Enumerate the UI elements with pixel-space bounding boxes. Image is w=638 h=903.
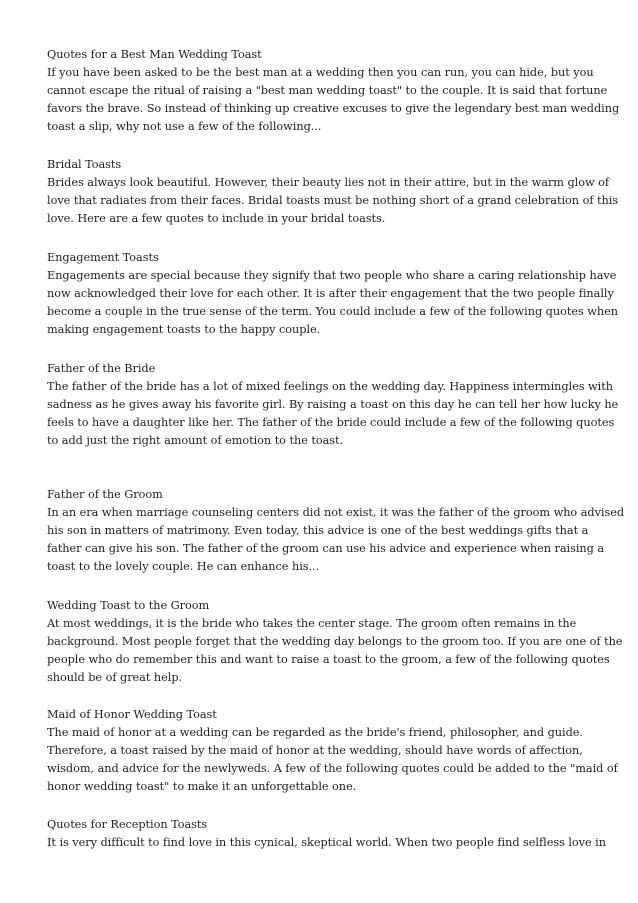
body-line: now acknowledged their love for each other. It is after their engagement that the two people finally <box>47 287 614 301</box>
section-body <box>47 174 619 228</box>
section-bridal-toasts <box>47 156 619 228</box>
body-line: background. Most people forget that the wedding day belongs to the groom too. If you are one of the <box>47 635 623 649</box>
body-line: Brides always look beautiful. However, their beauty lies not in their attire, but in the warm glow of <box>47 176 610 190</box>
body-line: In an era when marriage counseling centers did not exist, it was the father of the groom who advised <box>47 506 625 520</box>
body-line: making engagement toasts to the happy couple. <box>47 323 321 337</box>
section-title: Quotes for Reception Toasts <box>47 818 208 831</box>
body-line: The father of the bride has a lot of mixed feelings on the wedding day. Happiness intermingles with <box>47 380 613 394</box>
body-line: his son in matters of matrimony. Even today, this advice is one of the best weddings gifts that a <box>47 524 589 538</box>
body-line: to add just the right amount of emotion to the toast. <box>47 434 344 448</box>
body-line: love. Here are a few quotes to include in your bridal toasts. <box>47 212 386 226</box>
body-line: At most weddings, it is the bride who takes the center stage. The groom often remains in the <box>47 617 577 631</box>
body-line: wisdom, and advice for the newlyweds. A few of the following quotes could be added to the "maid of <box>47 762 618 776</box>
body-line: father can give his son. The father of the groom can use his advice and experience when raising a <box>47 542 605 556</box>
section-engagement-toasts <box>47 249 618 339</box>
body-line: toast a slip, why not use a few of the following... <box>47 120 322 134</box>
body-line: Therefore, a toast raised by the maid of honor at the wedding, should have words of affection, <box>47 744 583 758</box>
section-body <box>47 64 620 136</box>
section-body <box>47 267 618 339</box>
section-father-of-groom <box>47 486 625 576</box>
body-line: Engagements are special because they signify that two people who share a caring relationship have <box>47 269 617 283</box>
section-body <box>47 378 619 450</box>
section-title: Quotes for a Best Man Wedding Toast <box>47 48 262 61</box>
body-line: honor wedding toast" to make it an unforgettable one. <box>47 780 357 794</box>
section-title: Father of the Groom <box>47 488 163 501</box>
body-line: love that radiates from their faces. Bridal toasts must be nothing short of a grand celebration of this <box>47 194 619 208</box>
body-line: feels to have a daughter like her. The father of the bride could include a few of the following quotes <box>47 416 615 430</box>
section-toast-to-groom <box>47 597 623 687</box>
body-line: favors the brave. So instead of thinking up creative excuses to give the legendary best man wedding <box>47 102 620 116</box>
body-line: It is very difficult to find love in this cynical, skeptical world. When two people find selfless love in <box>47 836 606 850</box>
body-line: cannot escape the ritual of raising a "best man wedding toast" to the couple. It is said that fortune <box>47 84 608 98</box>
section-title: Engagement Toasts <box>47 251 159 264</box>
section-title: Father of the Bride <box>47 362 156 375</box>
body-line: If you have been asked to be the best man at a wedding then you can run, you can hide, but you <box>47 66 594 80</box>
section-father-of-bride <box>47 360 619 450</box>
body-line: sadness as he gives away his favorite girl. By raising a toast on this day he can tell her how lucky he <box>47 398 619 412</box>
section-body <box>47 724 618 796</box>
section-best-man-toast <box>47 46 620 136</box>
section-title: Maid of Honor Wedding Toast <box>47 708 217 721</box>
section-body <box>47 504 625 576</box>
section-reception-toasts <box>47 816 606 852</box>
section-maid-of-honor <box>47 706 618 796</box>
body-line: toast to the lovely couple. He can enhance his... <box>47 560 320 574</box>
section-body <box>47 615 623 687</box>
section-body <box>47 834 606 852</box>
body-line: people who do remember this and want to raise a toast to the groom, a few of the following quotes <box>47 653 610 667</box>
section-title: Bridal Toasts <box>47 158 122 171</box>
body-line: become a couple in the true sense of the term. You could include a few of the following quotes when <box>47 305 618 319</box>
body-line: should be of great help. <box>47 671 183 685</box>
body-line: The maid of honor at a wedding can be regarded as the bride's friend, philosopher, and guide. <box>47 726 583 740</box>
section-title: Wedding Toast to the Groom <box>47 599 210 612</box>
